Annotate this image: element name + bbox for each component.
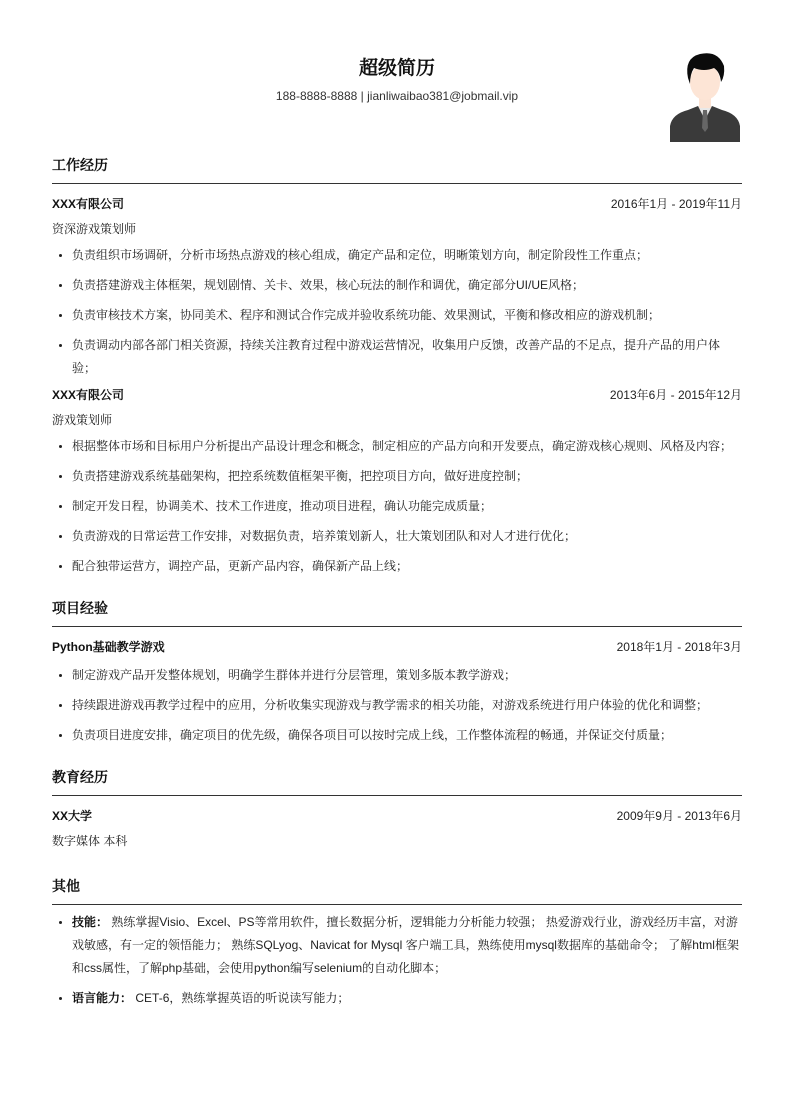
section-heading: 项目经验 <box>52 598 742 627</box>
section-work <box>52 155 742 578</box>
avatar-photo <box>670 48 740 142</box>
date-range: 2018年1月 - 2018年3月 <box>616 640 742 654</box>
section-heading: 工作经历 <box>52 155 742 184</box>
list-item: • 制定游戏产品开发整体规划，明确学生群体并进行分层管理，策划多版本教学游戏； <box>72 664 742 687</box>
job-title: 游戏策划师 <box>52 413 113 427</box>
school-name: XX大学 <box>52 809 93 823</box>
resume-content <box>52 155 742 1030</box>
resume-title: 超级简历 <box>358 58 435 79</box>
list-item: • 根据整体市场和目标用户分析提出产品设计理念和概念，制定相应的产品方向和开发要点，确定游戏核心规则、风格及内容； <box>72 435 742 458</box>
date-range: 2016年1月 - 2019年11月 <box>610 197 742 211</box>
bullet-list <box>52 435 742 578</box>
company-name: XXX有限公司 <box>52 197 125 211</box>
list-item: • 负责搭建游戏主体框架，规划剧情、关卡、效果，核心玩法的制作和调优，确定部分UI/UE风格； <box>72 274 742 297</box>
section-heading: 教育经历 <box>52 767 742 796</box>
date-range: 2013年6月 - 2015年12月 <box>609 388 742 402</box>
list-item: • 负责项目进度安排，确定项目的优先级，确保各项目可以按时完成上线，工作整体流程的畅通，并保证交付质量； <box>72 724 742 747</box>
degree: 数字媒体 本科 <box>52 834 128 848</box>
item-label: 技能： <box>72 915 109 929</box>
date-range: 2009年9月 - 2013年6月 <box>616 809 742 823</box>
list-item: • 负责调动内部各部门相关资源，持续关注教育过程中游戏运营情况，收集用户反馈，改善产品的不足点，提升产品的用户体验； <box>72 334 742 380</box>
job-title: 资深游戏策划师 <box>52 222 137 236</box>
bullet-list <box>52 664 742 747</box>
phone: 188-8888-8888 <box>275 89 358 103</box>
bullet-list <box>52 911 742 1010</box>
list-item <box>72 987 742 1010</box>
project-name: Python基础教学游戏 <box>52 640 165 654</box>
list-item: • 负责游戏的日常运营工作安排，对数据负责，培养策划新人，壮大策划团队和对人才进行优化； <box>72 525 742 548</box>
list-item: • 配合独带运营方，调控产品，更新产品内容，确保新产品上线； <box>72 555 742 578</box>
list-item: • 持续跟进游戏再教学过程中的应用，分析收集实现游戏与教学需求的相关功能，对游戏系统进行用户体验的优化和调整； <box>72 694 742 717</box>
item-label: 语言能力： <box>72 991 133 1005</box>
bullet-list <box>52 244 742 380</box>
section-heading: 其他 <box>52 876 742 905</box>
item-text: CET-6，熟练掌握英语的听说读写能力； <box>135 991 350 1005</box>
section-projects <box>52 598 742 747</box>
section-other <box>52 876 742 1010</box>
list-item <box>72 911 742 980</box>
section-education <box>52 767 742 850</box>
contact-line <box>52 89 742 103</box>
separator: | <box>360 89 364 103</box>
item-text: 熟练掌握Visio、Excel、PS等常用软件，擅长数据分析，逻辑能力分析能力较强； 热爱游戏行业，游戏经历丰富，对游戏敏感，有一定的领悟能力； 熟练SQLyog、Navicat for Mysql 客户端工具，熟练使用mysql数据库的基础命令； 了解html框架和css属性，了解php基础，会使用python编写selenium的自动化脚本； <box>72 915 739 975</box>
list-item: • 负责审核技术方案，协同美术、程序和测试合作完成并验收系统功能、效果测试，平衡和修改相应的游戏机制； <box>72 304 742 327</box>
list-item: • 负责搭建游戏系统基础架构，把控系统数值框架平衡，把控项目方向，做好进度控制； <box>72 465 742 488</box>
email: jianliwaibao381@jobmail.vip <box>367 89 519 103</box>
list-item: • 制定开发日程，协调美术、技术工作进度，推动项目进程，确认功能完成质量； <box>72 495 742 518</box>
company-name: XXX有限公司 <box>52 388 125 402</box>
list-item: • 负责组织市场调研，分析市场热点游戏的核心组成，确定产品和定位，明晰策划方向，制定阶段性工作重点； <box>72 244 742 267</box>
